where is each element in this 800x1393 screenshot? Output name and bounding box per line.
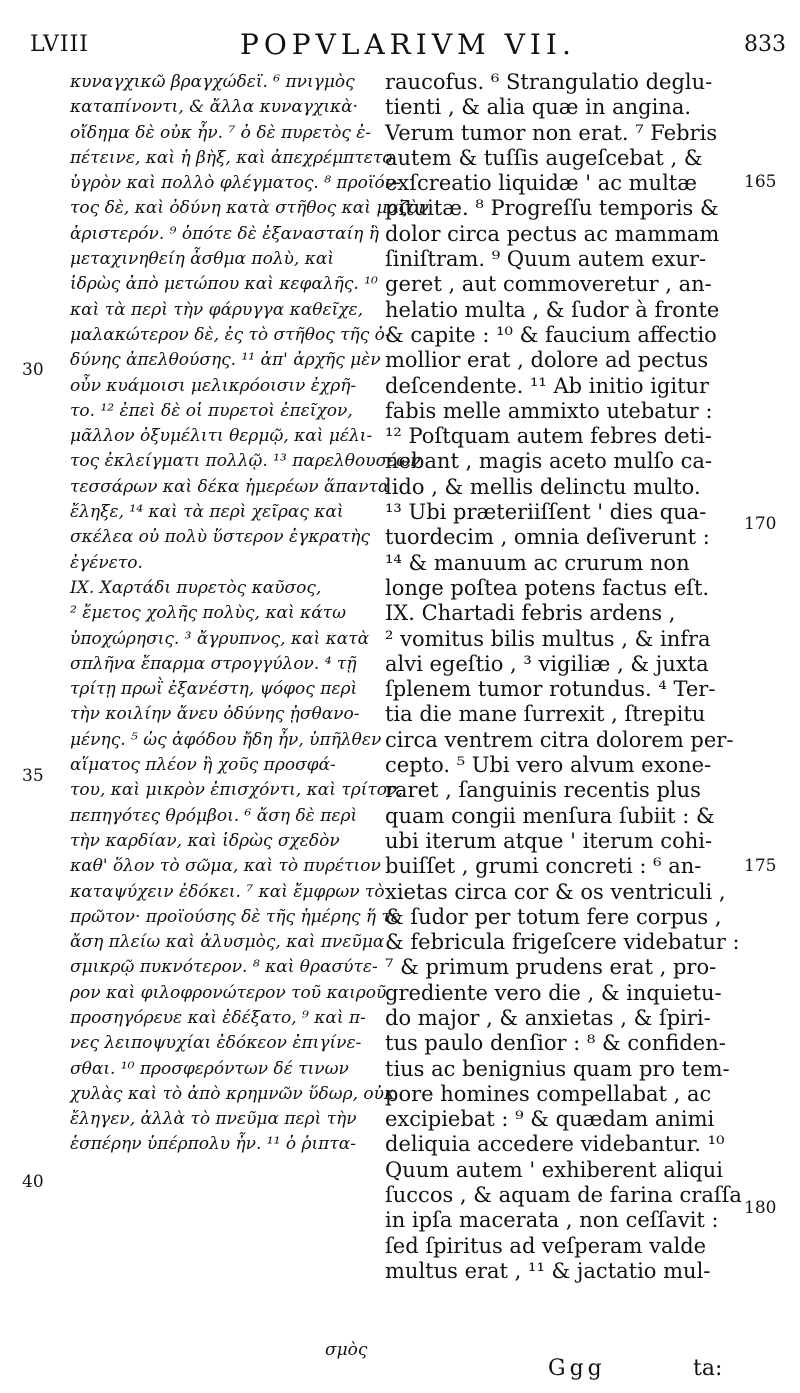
text-line: οἴδημα δὲ οὐκ ἦν. ⁷ ὁ δὲ πυρετὸς ἐ- <box>70 122 372 143</box>
text-line: τὴν κοιλίην ἄνευ ὀδύνης ᾐσθανο- <box>70 704 360 725</box>
text-line: πρῶτον· προϊούσης δὲ τῆς ἡμέρης ἥ τε <box>70 906 401 927</box>
text-line: raucofus. ⁶ Strangulatio deglu- <box>385 70 713 94</box>
header-chapter-mark: LVIII <box>30 32 89 57</box>
text-line: ¹⁴ & manuum ac crurum non <box>385 550 690 575</box>
text-line: Quum autem ' exhiberent aliqui <box>385 1157 723 1182</box>
text-line: ² ἔμετος χολῆς πολὺς, καὶ κάτω <box>70 603 346 624</box>
text-line: nebant , magis aceto mulſo ca- <box>385 449 713 474</box>
text-line: Verum tumor non erat. ⁷ Febris <box>385 120 718 145</box>
text-line: πέτεινε, καὶ ἡ βὴξ, καὶ ἀπεχρέμπτετο <box>70 147 393 168</box>
text-line: αἵματος πλέον ἢ χοῦς προσφά- <box>70 755 336 776</box>
margin-line-number: 170 <box>744 514 777 534</box>
text-line: exſcreatio liquidæ ' ac multæ <box>385 171 697 196</box>
text-line: geret , aut commoveretur , an- <box>385 272 712 297</box>
text-line: deſcendente. ¹¹ Ab initio igitur <box>385 373 710 398</box>
text-line: ſplenem tumor rotundus. ⁴ Ter- <box>385 677 716 702</box>
text-line: ἱδρὼς ἀπὸ μετώπου καὶ κεφαλῆς. ¹⁰ <box>70 274 378 295</box>
text-line: tienti , & alia quæ in angina. <box>385 95 692 120</box>
text-line: grediente vero die , & inquietu- <box>385 980 722 1005</box>
text-line: σκέλεα οὐ πολὺ ὕστερον ἐγκρατὴς <box>70 527 370 548</box>
greek-text-column <box>70 70 429 1158</box>
text-line: ἑσπέρην ὑπέρπολυ ἦν. ¹¹ ὁ ῥιπτα- <box>70 1134 356 1155</box>
text-line: ¹² Poſtquam autem febres deti- <box>385 424 712 449</box>
text-line: multus erat , ¹¹ & jactatio mul- <box>385 1258 711 1283</box>
text-line: & capite : ¹⁰ & faucium affectio <box>385 322 717 347</box>
text-line: οὖν κυάμοισι μελικρόοισιν ἐχρῆ- <box>70 375 357 396</box>
text-line: circa ventrem citra dolorem per- <box>385 727 734 752</box>
margin-line-number: 30 <box>22 360 44 380</box>
text-line: μαλακώτερον δὲ, ἐς τὸ στῆθος τῆς ὀ- <box>70 324 391 345</box>
text-line: tia die mane ſurrexit , ſtrepitu <box>385 702 706 727</box>
text-line: ρον καὶ φιλοφρονώτερον τοῦ καιροῦ <box>70 982 387 1003</box>
text-line: καταπίνοντι, & ἄλλα κυναγχικὰ· <box>70 97 359 118</box>
text-line: σπλῆνα ἔπαρμα στρογγύλον. ⁴ τῇ <box>70 653 357 674</box>
text-line: lido , & mellis delinctu multo. <box>385 474 701 499</box>
text-line: & febricula frigeſcere videbatur : <box>385 930 740 955</box>
text-line: ¹³ Ubi præteriiſſent ' dies qua- <box>385 500 707 525</box>
text-line: tius ac benignius quam pro tem- <box>385 1056 730 1081</box>
text-line: χυλὰς καὶ τὸ ἀπὸ κρημνῶν ὕδωρ, οὐκ <box>70 1083 396 1104</box>
catchword: ta: <box>693 1356 723 1381</box>
text-line: καταψύχειν ἐδόκει. ⁷ καὶ ἔμφρων τὸ <box>70 881 385 902</box>
text-line: ſiniſtram. ⁹ Quum autem exur- <box>385 247 707 272</box>
text-line: σθαι. ¹⁰ προσφερόντων δέ τινων <box>70 1058 349 1079</box>
text-line: dolor circa pectus ac mammam <box>385 221 720 246</box>
text-line: buiſſet , grumi concreti : ⁶ an- <box>385 854 702 879</box>
text-line: tuordecim , omnia deſiverunt : <box>385 525 710 550</box>
text-line: raret , ſanguinis recentis plus <box>385 778 701 803</box>
text-line: IX. Χαρτάδι πυρετὸς καῦσος, <box>70 577 322 598</box>
text-line: το. ¹² ἐπεὶ δὲ οἱ πυρετοὶ ἐπεῖχον, <box>70 400 353 421</box>
text-line: ἔληξε, ¹⁴ καὶ τὰ περὶ χεῖρας καὶ <box>70 502 344 523</box>
text-line: καθ' ὅλον τὸ σῶμα, καὶ τὸ πυρέτιον <box>70 856 381 877</box>
text-line: ὑγρὸν καὶ πολλὸ φλέγματος. ⁸ προϊόν- <box>70 173 401 194</box>
text-line: deliquia accedere videbantur. ¹⁰ <box>385 1132 725 1157</box>
text-line: δύνης ἀπελθούσης. ¹¹ ἀπ' ἀρχῆς μὲν <box>70 350 381 371</box>
text-line: τος ἐκλείγματι πολλῷ. ¹³ παρελθουσέων <box>70 451 421 472</box>
greek-catchword: σμὸς <box>325 1340 368 1360</box>
text-line: quam congii menſura ſubiit : & <box>385 803 715 828</box>
text-line: longe poſtea potens factus eſt. <box>385 575 710 600</box>
margin-line-number: 35 <box>22 766 44 786</box>
page-number: 833 <box>744 32 786 57</box>
text-line: μένης. ⁵ ὡς ἀφόδου ἤδη ἦν, ὑπῆλθεν <box>70 729 382 750</box>
text-line: pore homines compellabat , ac <box>385 1081 712 1106</box>
text-line: μᾶλλον ὀξυμέλιτι θερμῷ, καὶ μέλι- <box>70 426 373 447</box>
text-line: pituitæ. ⁸ Progreſſu temporis & <box>385 196 719 221</box>
text-line: ² vomitus bilis multus , & infra <box>385 626 711 651</box>
text-line: fabis melle ammixto utebatur : <box>385 398 713 423</box>
text-line: ἀριστερόν. ⁹ ὁπότε δὲ ἐξανασταίη ἢ <box>70 223 379 244</box>
text-line: μεταχινηθείη ἆσθμα πολὺ, καὶ <box>70 249 335 270</box>
latin-text-column <box>385 70 742 1284</box>
text-line: helatio multa , & ſudor à fronte <box>385 297 720 322</box>
margin-line-number: 180 <box>744 1198 777 1218</box>
text-line: τεσσάρων καὶ δέκα ἡμερέων ἅπαντα <box>70 476 390 497</box>
text-line: do major , & anxietas , & ſpiri- <box>385 1005 711 1030</box>
text-line: ſed ſpiritus ad veſperam valde <box>385 1233 707 1258</box>
text-line: ὑποχώρησις. ³ ἄγρυπνος, καὶ κατὰ <box>70 628 370 649</box>
text-line: τος δὲ, καὶ ὀδύνη κατὰ στῆθος καὶ μαζὸν <box>70 198 429 219</box>
text-line: νες λειποψυχίαι ἐδόκεον ἐπιγίνε- <box>70 1033 362 1054</box>
text-line: tus paulo denſior : ⁸ & confiden- <box>385 1031 726 1056</box>
text-line: σμικρῷ πυκνότερον. ⁸ καὶ θρασύτε- <box>70 957 378 978</box>
text-line: τρίτῃ πρωῒ ἐξανέστη, ψόφος περὶ <box>70 679 358 700</box>
running-header <box>30 28 786 64</box>
text-line: mollior erat , dolore ad pectus <box>385 348 709 373</box>
text-line: ⁷ & primum prudens erat , pro- <box>385 955 717 980</box>
text-line: του, καὶ μικρὸν ἐπισχόντι, καὶ τρίτον, <box>70 780 403 801</box>
margin-line-number: 165 <box>744 172 777 192</box>
text-line: IX. Chartadi febris ardens , <box>385 601 676 626</box>
signature-mark: Ggg <box>548 1356 606 1381</box>
text-line: προσηγόρευε καὶ ἐδέξατο, ⁹ καὶ π- <box>70 1007 366 1028</box>
text-line: ἔληγεν, ἀλλὰ τὸ πνεῦμα περὶ τὴν <box>70 1109 357 1130</box>
text-line: ubi iterum atque ' iterum cohi- <box>385 828 713 853</box>
text-line: & ſudor per totum fere corpus , <box>385 904 722 929</box>
text-line: in ipſa macerata , non ceſſavit : <box>385 1208 719 1233</box>
text-line: καὶ τὰ περὶ τὴν φάρυγγα καθεῖχε, <box>70 299 364 320</box>
margin-line-number: 175 <box>744 856 777 876</box>
text-line: πεπηγότες θρόμβοι. ⁶ ἄση δὲ περὶ <box>70 805 358 826</box>
text-line: τὴν καρδίαν, καὶ ἱδρὼς σχεδὸν <box>70 830 340 851</box>
text-line: ἄση πλείω καὶ ἀλυσμὸς, καὶ πνεῦμα <box>70 932 385 953</box>
text-line: ἐγένετο. <box>70 552 143 573</box>
margin-line-number: 40 <box>22 1172 44 1192</box>
text-line: autem & tuſſis augeſcebat , & <box>385 145 703 170</box>
text-line: ſuccos , & aquam de farina craſſa <box>385 1183 742 1208</box>
text-line: excipiebat : ⁹ & quædam animi <box>385 1107 715 1132</box>
text-line: κυναγχικῶ βραγχώδεϊ. ⁶ πνιγμὸς <box>70 72 355 92</box>
header-title: POPVLARIVM VII. <box>240 28 576 61</box>
text-line: xietas circa cor & os ventriculi , <box>385 879 726 904</box>
text-line: alvi egeſtio , ³ vigiliæ , & juxta <box>385 651 709 676</box>
text-line: cepto. ⁵ Ubi vero alvum exone- <box>385 753 712 778</box>
